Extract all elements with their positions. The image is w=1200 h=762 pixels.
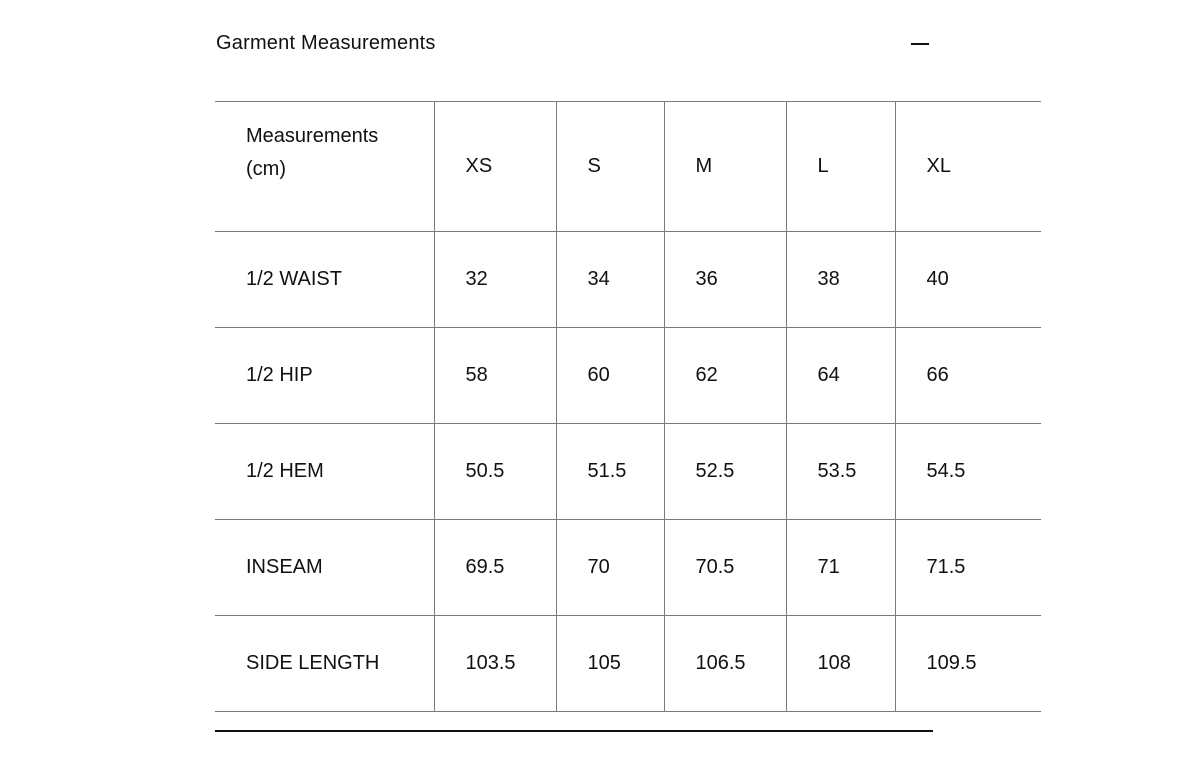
table-cell: 38	[786, 232, 895, 328]
row-label: INSEAM	[215, 520, 434, 616]
size-header-m: M	[664, 102, 786, 232]
table-cell: 70.5	[664, 520, 786, 616]
table-cell: 109.5	[895, 616, 1041, 712]
table-row	[215, 616, 1041, 712]
garment-measurements-header[interactable]	[216, 28, 933, 62]
table-cell: 70	[556, 520, 664, 616]
size-header-s: S	[556, 102, 664, 232]
table-cell: 50.5	[434, 424, 556, 520]
row-label: 1/2 HEM	[215, 424, 434, 520]
table-header-row	[215, 102, 1041, 232]
table-cell: 71	[786, 520, 895, 616]
table-cell: 51.5	[556, 424, 664, 520]
table-cell: 103.5	[434, 616, 556, 712]
table-cell: 108	[786, 616, 895, 712]
table-cell: 40	[895, 232, 1041, 328]
table-cell: 106.5	[664, 616, 786, 712]
table-cell: 52.5	[664, 424, 786, 520]
table-cell: 54.5	[895, 424, 1041, 520]
table-cell: 60	[556, 328, 664, 424]
table-row	[215, 328, 1041, 424]
table-cell: 53.5	[786, 424, 895, 520]
row-label: 1/2 WAIST	[215, 232, 434, 328]
row-label: SIDE LENGTH	[215, 616, 434, 712]
table-cell: 64	[786, 328, 895, 424]
size-header-l: L	[786, 102, 895, 232]
size-table	[215, 101, 1041, 712]
size-header-xl: XL	[895, 102, 1041, 232]
row-label: 1/2 HIP	[215, 328, 434, 424]
header-label: Measurements (cm)	[246, 124, 379, 180]
table-cell: 105	[556, 616, 664, 712]
table-cell: 62	[664, 328, 786, 424]
table-row	[215, 232, 1041, 328]
table-cell: 71.5	[895, 520, 1041, 616]
table-row	[215, 520, 1041, 616]
size-table-scroll-area[interactable]	[215, 101, 977, 717]
section-title: Garment Measurements	[216, 32, 436, 54]
table-cell: 34	[556, 232, 664, 328]
table-cell: 32	[434, 232, 556, 328]
section-divider	[215, 730, 933, 732]
size-header-xs: XS	[434, 102, 556, 232]
collapse-button[interactable]	[909, 32, 931, 54]
table-row	[215, 424, 1041, 520]
table-cell: 58	[434, 328, 556, 424]
minus-icon	[911, 43, 929, 45]
table-cell: 69.5	[434, 520, 556, 616]
table-cell: 36	[664, 232, 786, 328]
table-cell: 66	[895, 328, 1041, 424]
header-cell-measurements	[215, 102, 434, 232]
